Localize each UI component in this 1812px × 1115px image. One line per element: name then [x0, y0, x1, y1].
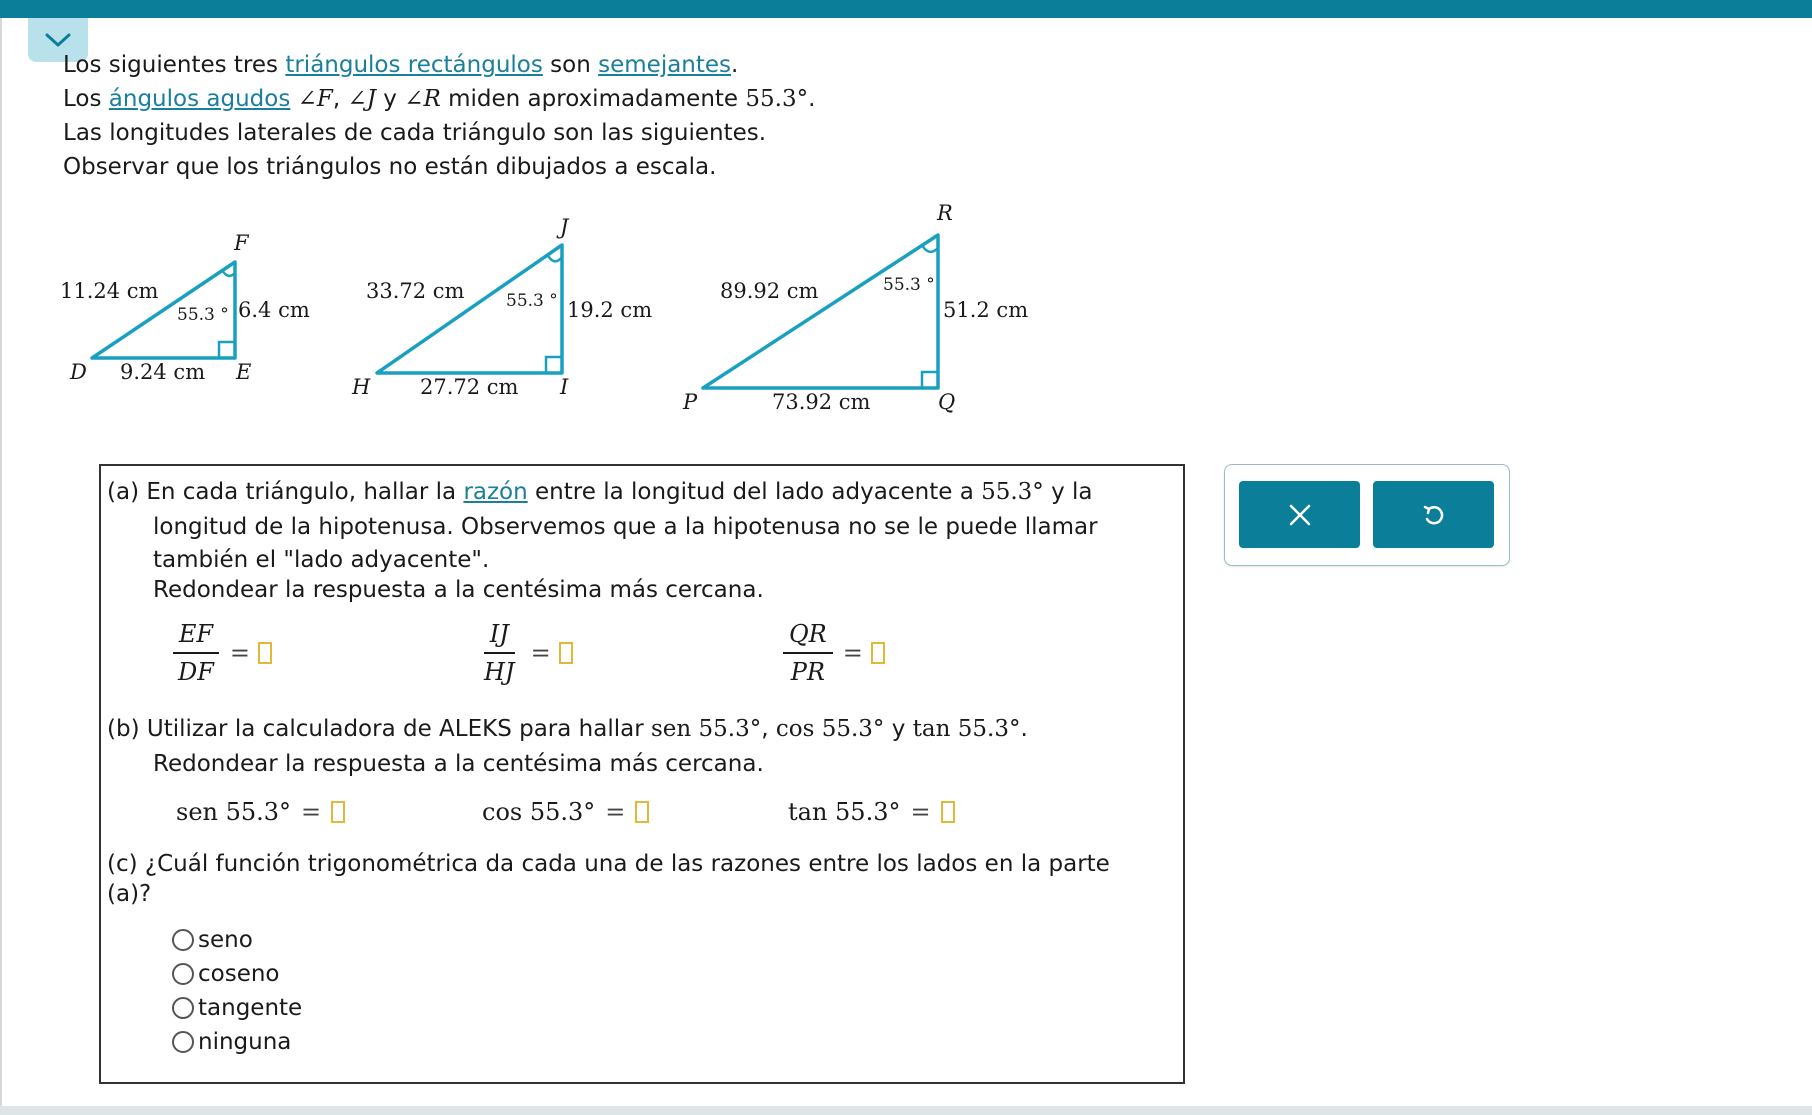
- part-b-text: y: [884, 716, 913, 742]
- cos-expression: cos 55.3°: [482, 798, 596, 826]
- expr-sen: sen 55.3°: [650, 716, 762, 742]
- vertex-i: I: [560, 375, 569, 399]
- option-tangente[interactable]: [172, 995, 302, 1021]
- fraction-numerator: EF: [173, 620, 219, 654]
- undo-button[interactable]: [1373, 481, 1494, 548]
- equals-sign: =: [910, 798, 931, 826]
- bottom-strip: [0, 1106, 1812, 1115]
- expr-cos: cos 55.3°: [775, 716, 885, 742]
- side-hj: 33.72 cm: [366, 279, 465, 303]
- side-pr: 89.92 cm: [720, 279, 819, 303]
- action-panel: [1224, 464, 1510, 566]
- vertex-h: H: [352, 375, 371, 399]
- angle-label-j: 55.3 °: [506, 291, 558, 311]
- vertex-r: R: [937, 201, 953, 225]
- option-label: tangente: [198, 995, 303, 1021]
- angle-label-r: 55.3 °: [883, 275, 935, 295]
- equals-sign: =: [530, 639, 551, 667]
- intro-text: miden aproximadamente: [440, 86, 746, 112]
- answer-input-tan[interactable]: [941, 801, 955, 823]
- part-a-angle: 55.3°: [981, 479, 1044, 505]
- vertex-p: P: [683, 390, 698, 414]
- expr-tan: tan 55.3°: [912, 716, 1021, 742]
- left-divider: [0, 18, 2, 1113]
- fraction-numerator: QR: [783, 620, 833, 654]
- vertex-d: D: [70, 360, 87, 384]
- intro-text: son: [542, 52, 599, 78]
- intro-line-4: Observar que los triángulos no están dibujados a escala.: [63, 154, 717, 180]
- link-angulos-agudos[interactable]: ángulos agudos: [108, 86, 291, 112]
- radio-button[interactable]: [172, 963, 194, 985]
- intro-text: ,: [332, 86, 348, 112]
- intro-line-1: [63, 48, 815, 82]
- tan-row: [788, 798, 955, 826]
- side-ij: 19.2 cm: [567, 298, 653, 322]
- intro-text: .: [731, 52, 739, 78]
- part-b-text: Utilizar la calculadora de ALEKS para hallar: [146, 716, 651, 742]
- intro-line-2: [63, 82, 815, 116]
- vertex-j: J: [560, 215, 569, 239]
- link-triangulos-rectangulos[interactable]: triángulos rectángulos: [285, 52, 543, 78]
- ratio-ij-hj: [478, 620, 573, 686]
- triangle-pqr: [682, 201, 1028, 414]
- part-a-line-3: también el "lado adyacente".: [153, 547, 490, 573]
- fraction: [783, 620, 833, 686]
- answer-input-cos[interactable]: [635, 801, 649, 823]
- option-label: ninguna: [198, 1029, 292, 1055]
- side-qr: 51.2 cm: [943, 298, 1029, 322]
- fraction-denominator: HJ: [484, 658, 515, 686]
- chevron-down-icon: [43, 31, 73, 49]
- option-label: coseno: [198, 961, 280, 987]
- ratio-ef-df: [172, 620, 272, 686]
- clear-button[interactable]: [1239, 481, 1360, 548]
- triangle-hij: [351, 215, 652, 399]
- close-icon: [1287, 502, 1313, 528]
- sen-expression: sen 55.3°: [176, 798, 292, 826]
- option-coseno[interactable]: [172, 961, 280, 987]
- answer-input-qr-pr[interactable]: [871, 642, 885, 664]
- part-c-line-1: [107, 848, 1110, 881]
- triangle-def: [60, 231, 310, 384]
- fraction-numerator: IJ: [484, 620, 515, 654]
- answer-input-ef-df[interactable]: [258, 642, 272, 664]
- fraction: [172, 620, 220, 686]
- equals-sign: =: [301, 798, 322, 826]
- undo-icon: [1421, 502, 1447, 528]
- intro-text: .: [808, 86, 816, 112]
- part-b-text: .: [1020, 716, 1028, 742]
- side-pq: 73.92 cm: [772, 390, 871, 414]
- part-c-line-2: (a)?: [107, 881, 152, 907]
- equals-sign: =: [229, 639, 251, 667]
- link-semejantes[interactable]: semejantes: [598, 52, 732, 78]
- part-b-text: ,: [761, 716, 776, 742]
- angle-value: 55.3°: [745, 86, 809, 112]
- fraction-denominator: DF: [178, 658, 214, 686]
- part-b-line-1: [107, 713, 1028, 746]
- part-b-label: (b): [107, 716, 140, 742]
- fraction-denominator: PR: [790, 658, 825, 686]
- side-df: 11.24 cm: [60, 279, 159, 303]
- part-c-text: ¿Cuál función trigonométrica da cada una de las razones entre los lados en la parte: [144, 851, 1110, 877]
- angle-j: ∠J: [347, 86, 376, 112]
- triangles-figure: [0, 190, 1100, 430]
- side-de: 9.24 cm: [120, 360, 206, 384]
- option-ninguna[interactable]: [172, 1029, 291, 1055]
- option-label: seno: [198, 927, 253, 953]
- part-a-line-1: [107, 476, 1093, 509]
- part-c-label: (c): [107, 851, 138, 877]
- answer-input-ij-hj[interactable]: [559, 642, 573, 664]
- ratio-qr-pr: [783, 620, 885, 686]
- vertex-q: Q: [938, 390, 956, 414]
- part-a-text: En cada triángulo, hallar la: [146, 479, 464, 505]
- side-ef: 6.4 cm: [238, 298, 310, 322]
- angle-f: ∠F: [297, 86, 333, 112]
- vertex-e: E: [236, 360, 252, 384]
- link-razon[interactable]: razón: [463, 479, 528, 505]
- tan-expression: tan 55.3°: [788, 798, 901, 826]
- radio-button[interactable]: [172, 1031, 194, 1053]
- part-a-text: entre la longitud del lado adyacente a: [527, 479, 982, 505]
- angle-label-f: 55.3 °: [177, 305, 229, 325]
- intro-text: Los siguientes tres: [63, 52, 286, 78]
- vertex-f: F: [234, 231, 249, 255]
- intro-text: Los: [63, 86, 109, 112]
- equals-sign: =: [605, 798, 626, 826]
- sen-row: [176, 798, 345, 826]
- part-a-text: y la: [1043, 479, 1093, 505]
- top-bar: [0, 0, 1812, 18]
- intro-text: y: [375, 86, 405, 112]
- equals-sign: =: [842, 639, 863, 667]
- cos-row: [482, 798, 649, 826]
- answer-input-sen[interactable]: [331, 801, 345, 823]
- radio-button[interactable]: [172, 929, 194, 951]
- intro-line-3: Las longitudes laterales de cada triángulo son las siguientes.: [63, 120, 767, 146]
- option-seno[interactable]: [172, 927, 253, 953]
- part-a-line-4: Redondear la respuesta a la centésima más cercana.: [153, 577, 764, 603]
- part-a-line-2: longitud de la hipotenusa. Observemos que a la hipotenusa no se le puede llamar: [153, 514, 1098, 540]
- fraction: [478, 620, 521, 686]
- side-hi: 27.72 cm: [420, 375, 519, 399]
- radio-button[interactable]: [172, 997, 194, 1019]
- part-b-line-2: Redondear la respuesta a la centésima más cercana.: [153, 751, 764, 777]
- angle-r: ∠R: [404, 86, 441, 112]
- part-a-label: (a): [107, 479, 140, 505]
- problem-intro: [63, 48, 815, 184]
